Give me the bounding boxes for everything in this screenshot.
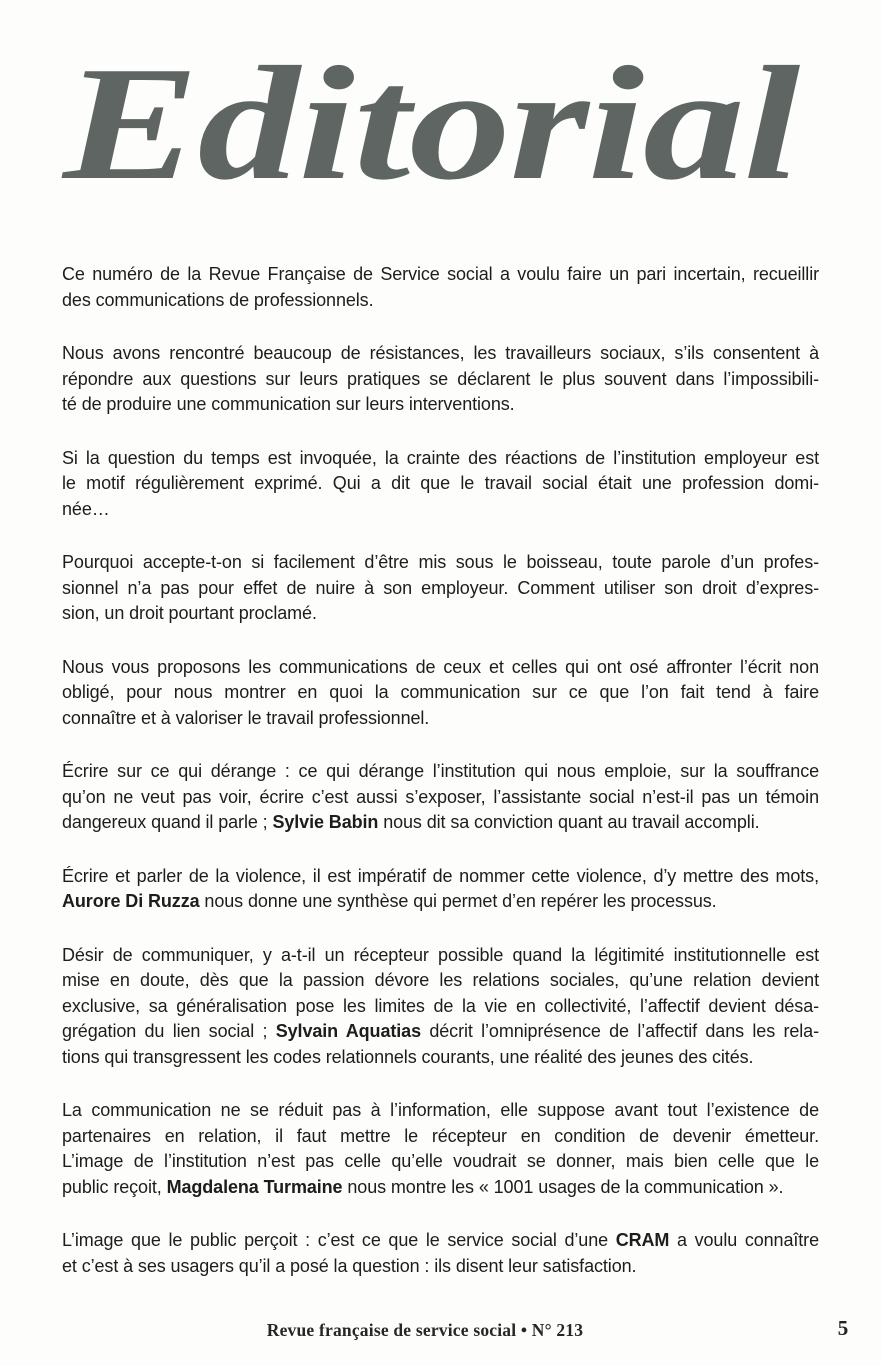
paragraph xyxy=(62,655,819,732)
paragraph xyxy=(62,1228,819,1279)
text-run: Nous vous proposons les communications de ceux et celles qui ont osé affronter l’écrit non xyxy=(62,656,819,677)
text-line xyxy=(62,550,819,576)
text-run: exclusive, sa généralisation pose les limites de la vie en collectivité, l’affectif devient désa- xyxy=(62,995,819,1016)
text-run: qu’on ne veut pas voir, écrire c’est aussi s’exposer, l’assistante social n’est-il pas un témoin xyxy=(62,786,819,807)
text-line xyxy=(62,471,819,497)
text-line xyxy=(62,367,819,393)
paragraph xyxy=(62,1098,819,1200)
text-run: sion, un droit pourtant proclamé. xyxy=(62,603,317,623)
page-title: Editorial xyxy=(63,34,800,214)
text-run: Ce numéro de la Revue Française de Service social a voulu faire un pari incertain, recueillir xyxy=(62,264,819,284)
text-line xyxy=(62,968,819,994)
text-run: L’image que le public perçoit : c’est ce que le service social d’une xyxy=(62,1230,616,1250)
paragraph xyxy=(62,446,819,523)
text-run: mise en doute, dès que la passion dévore les relations sociales, qu’une relation devient xyxy=(62,970,819,990)
text-run: décrit l’omniprésence de l’affectif dans les rela- xyxy=(420,1021,819,1041)
text-run: sionnel n’a pas pour effet de nuire à son employeur. Comment utiliser son droit d’expres- xyxy=(62,577,819,598)
text-line xyxy=(62,889,819,915)
paragraph xyxy=(62,943,819,1071)
text-line xyxy=(62,994,819,1020)
text-run: Désir de communiquer, y a-t-il un récepteur possible quand la légitimité institutionnelle est xyxy=(62,944,819,965)
text-run: et c’est à ses usagers qu’il a posé la question : ils disent leur satisfaction. xyxy=(62,1255,637,1276)
text-run: connaître et à valoriser le travail professionnel. xyxy=(62,707,430,728)
text-line xyxy=(62,446,819,472)
text-line xyxy=(62,1124,819,1150)
text-line xyxy=(62,810,819,836)
text-run: nous dit sa conviction quant au travail accompli. xyxy=(378,812,760,832)
text-run: Si la question du temps est invoquée, la crainte des réactions de l’institution employeur est xyxy=(62,447,819,468)
text-run: née… xyxy=(62,498,110,519)
text-line xyxy=(62,576,819,602)
text-line xyxy=(62,759,819,785)
text-run: a voulu connaître xyxy=(669,1230,819,1250)
text-run: Écrire et parler de la violence, il est impératif de nommer cette violence, d’y mettre des mots, xyxy=(62,865,819,886)
text-line xyxy=(62,1254,819,1280)
text-run: obligé, pour nous montrer en quoi la communication sur ce que l’on fait tend à faire xyxy=(62,682,819,702)
text-line xyxy=(62,864,819,890)
text-line xyxy=(62,392,819,418)
text-run: Écrire sur ce qui dérange : ce qui dérange l’institution qui nous emploie, sur la souffrance xyxy=(62,761,819,781)
text-line xyxy=(62,262,819,288)
page-number: 5 xyxy=(837,1316,849,1340)
author-name: Sylvie Babin xyxy=(272,812,379,832)
text-line xyxy=(62,601,819,627)
text-line xyxy=(62,1098,819,1124)
text-line xyxy=(62,1228,819,1254)
text-run: le motif régulièrement exprimé. Qui a dit que le travail social était une profession domi- xyxy=(62,473,819,493)
journal-name: Revue française de service social • N° 213 xyxy=(266,1320,584,1340)
text-line xyxy=(62,680,819,706)
text-line xyxy=(62,655,819,681)
paragraph xyxy=(62,341,819,418)
text-run: tions qui transgressent les codes relationnels courants, une réalité des jeunes des cités. xyxy=(62,1046,754,1067)
author-name: Sylvain Aquatias xyxy=(275,1021,421,1041)
text-run: nous montre les « 1001 usages de la communication ». xyxy=(342,1176,784,1197)
author-name: CRAM xyxy=(615,1230,670,1250)
author-name: Magdalena Turmaine xyxy=(166,1176,343,1197)
author-name: Aurore Di Ruzza xyxy=(62,891,200,911)
text-run: répondre aux questions sur leurs pratiques se déclarent le plus souvent dans l’impossibili- xyxy=(62,368,819,389)
paragraph xyxy=(62,262,819,313)
text-run: grégation du lien social ; xyxy=(62,1021,276,1041)
text-run: des communications de professionnels. xyxy=(62,289,374,310)
text-run: La communication ne se réduit pas à l’information, elle suppose avant tout l’existence de xyxy=(62,1100,819,1120)
text-line xyxy=(62,1149,819,1175)
text-line xyxy=(62,1019,819,1045)
paragraph xyxy=(62,550,819,627)
text-run: nous donne une synthèse qui permet d’en repérer les processus. xyxy=(199,891,717,911)
text-run: public reçoit, xyxy=(62,1176,167,1197)
text-line xyxy=(62,943,819,969)
text-run: té de produire une communication sur leurs interventions. xyxy=(62,394,515,414)
text-line xyxy=(62,1045,819,1071)
text-run: L’image de l’institution n’est pas celle qu’elle voudrait se donner, mais bien celle que le xyxy=(62,1151,819,1171)
text-run: dangereux quand il parle ; xyxy=(62,812,273,832)
text-line xyxy=(62,288,819,314)
text-line xyxy=(62,341,819,367)
paragraph xyxy=(62,759,819,836)
text-line xyxy=(62,706,819,732)
text-run: Nous avons rencontré beaucoup de résistances, les travailleurs sociaux, s’ils consentent à xyxy=(62,343,819,363)
text-run: partenaires en relation, il faut mettre le récepteur en condition de devenir émetteur. xyxy=(62,1125,819,1146)
text-run: Pourquoi accepte-t-on si facilement d’être mis sous le boisseau, toute parole d’un profes- xyxy=(62,552,819,572)
paragraph xyxy=(62,864,819,915)
editorial-body xyxy=(62,262,819,1279)
text-line xyxy=(62,1175,819,1201)
text-line xyxy=(62,497,819,523)
text-line xyxy=(62,785,819,811)
